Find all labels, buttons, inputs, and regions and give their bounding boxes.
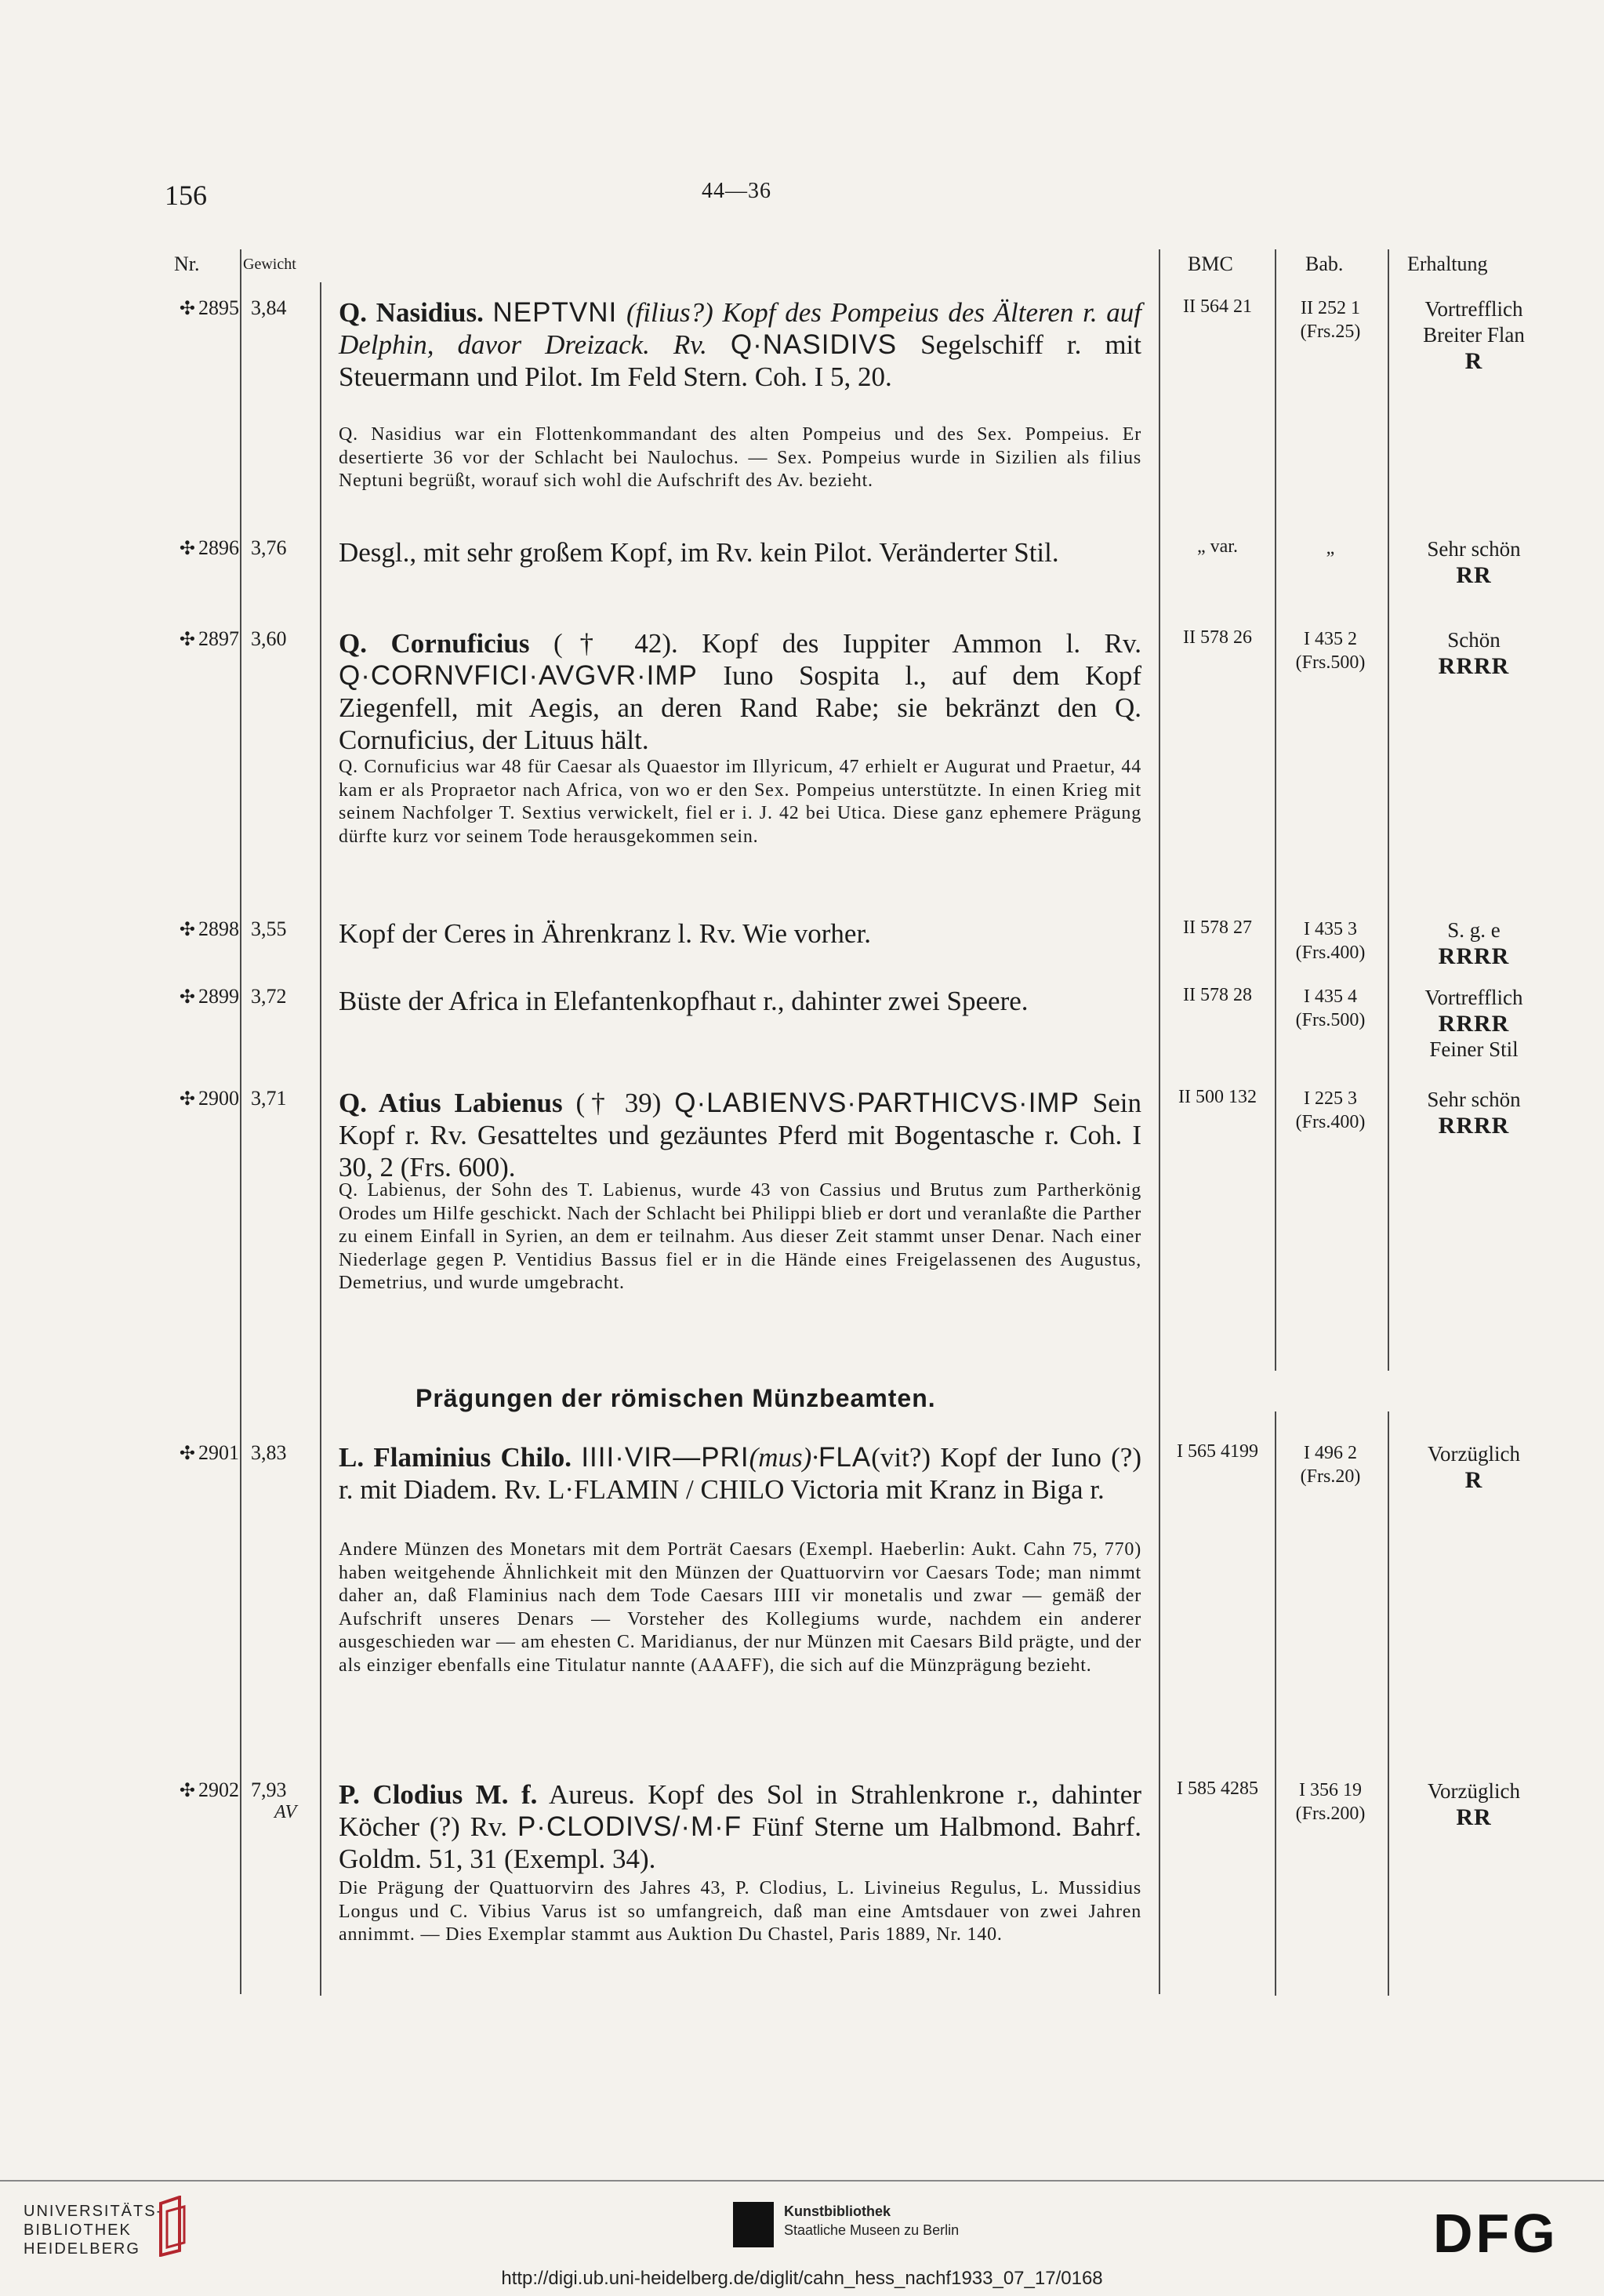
star-mark-icon: ✣ xyxy=(179,1089,195,1110)
page-number: 156 xyxy=(165,180,207,211)
university-library-label: UNIVERSITÄTS- BIBLIOTHEK HEIDELBERG xyxy=(24,2203,164,2258)
item-description: Q. Atius Labienus († 39) Q·LABIENVS·PARTHICVS·IMP Sein Kopf r. Rv. Gesatteltes und gezäuntes Pferd mit Bogentasche r. Coh. I 30, 2 (Frs. 600). xyxy=(339,1088,1142,1183)
item-number: ✣ 2895 xyxy=(179,296,239,319)
item-bmc: II 578 26 xyxy=(1183,627,1252,648)
item-weight: 7,93 AV xyxy=(251,1778,297,1822)
item-number: ✣ 2901 xyxy=(179,1441,239,1464)
footer-divider xyxy=(0,2180,1604,2182)
item-bab: II 252 1 (Frs.25) xyxy=(1300,298,1361,342)
item-weight: 3,83 xyxy=(251,1441,287,1464)
item-weight: 3,71 xyxy=(251,1087,287,1110)
column-rule xyxy=(1275,249,1276,1371)
item-erhaltung: Vortrefflich Breiter Flan R xyxy=(1423,297,1525,374)
kunstbibliothek-label: Kunstbibliothek Staatliche Museen zu Berlin xyxy=(784,2203,960,2238)
item-note: Q. Nasidius war ein Flottenkommandant des alten Pompeius und des Sex. Pompeius. Er desertierte 36 vor der Schlacht bei Naulochus. — Sex. Pompeius wurde in Sizilien als filius Neptuni begrüßt, worauf sich wohl die Aufschrift des Av. bezieht. xyxy=(339,424,1141,491)
dfg-logo: DFG xyxy=(1433,2203,1559,2264)
header-erhaltung: Erhaltung xyxy=(1407,252,1488,275)
header-bmc: BMC xyxy=(1188,252,1233,275)
star-mark-icon: ✣ xyxy=(179,299,195,319)
header-gewicht: Gewicht xyxy=(243,256,296,273)
column-rule xyxy=(1159,249,1160,1994)
item-erhaltung: Sehr schön RR xyxy=(1427,537,1521,588)
item-weight: 3,84 xyxy=(251,296,287,319)
item-weight: 3,60 xyxy=(251,627,287,650)
star-mark-icon: ✣ xyxy=(179,920,195,940)
star-mark-icon: ✣ xyxy=(179,1444,195,1464)
column-rule xyxy=(240,249,241,1994)
item-erhaltung: Vortrefflich RRRR Feiner Stil xyxy=(1424,986,1523,1061)
source-url[interactable]: http://digi.ub.uni-heidelberg.de/diglit/cahn_hess_nachf1933_07_17/0168 xyxy=(501,2268,1103,2289)
item-description: Büste der Africa in Elefantenkopfhaut r., dahinter zwei Speere. xyxy=(339,986,1029,1016)
item-bmc: II 564 21 xyxy=(1183,296,1252,317)
star-mark-icon: ✣ xyxy=(179,1781,195,1801)
item-erhaltung: Schön RRRR xyxy=(1438,628,1510,679)
item-description: Q. Cornuficius († 42). Kopf des Iuppiter Ammon l. Rv. Q·CORNVFICI·AVGVR·IMP Iuno Sospita l., auf dem Kopf Ziegenfell, mit Aegis, an deren Rand Rabe; sie bekränzt den Q. Cornuficius, der Lituus hält. xyxy=(339,628,1141,755)
item-bmc: II 500 132 xyxy=(1178,1087,1257,1107)
item-description: L. Flaminius Chilo. IIII·VIR—PRI(mus)·FLA(vit?) Kopf der Iuno (?) r. mit Diadem. Rv. L·FLAMIN / CHILO Victoria mit Kranz in Biga r. xyxy=(339,1442,1141,1505)
item-erhaltung: S. g. e RRRR xyxy=(1438,918,1510,969)
column-rule xyxy=(1388,1411,1389,1996)
item-bab: I 435 4 (Frs.500) xyxy=(1295,986,1366,1030)
star-mark-icon: ✣ xyxy=(179,987,195,1008)
item-bmc: II 578 27 xyxy=(1183,917,1252,938)
item-note: Q. Labienus, der Sohn des T. Labienus, wurde 43 von Cassius und Brutus zum Partherkönig Orodes um Hilfe geschickt. Nach der Schlacht bei Philippi blieb er dort und veranlaßte die Parther zu einem Einfall in Syrien, an dem er teilnahm. Aus dieser Zeit stammt unser Denar. Nach einer Niederlage gegen P. Ventidius Bassus fiel er in die Hände eines Freigelassenen des Augustus, Demetrius, und wurde umgebracht. xyxy=(339,1180,1141,1293)
star-mark-icon: ✣ xyxy=(179,630,195,650)
column-rule xyxy=(1388,249,1389,1371)
item-bab: I 496 2 (Frs.20) xyxy=(1300,1443,1361,1487)
section-title: Prägungen der römischen Münzbeamten. xyxy=(416,1384,936,1412)
item-bab: I 225 3 (Frs.400) xyxy=(1295,1088,1366,1132)
kunstbibliothek-logo-icon xyxy=(733,2202,774,2247)
item-number: ✣ 2897 xyxy=(179,627,239,650)
item-erhaltung: Vorzüglich R xyxy=(1428,1442,1520,1493)
item-note: Q. Cornuficius war 48 für Caesar als Quaestor im Illyricum, 47 erhielt er Augurat und Praetur, 44 kam er als Propraetor nach Africa, von wo er den Sex. Pompeius unterstützte. In einen Krieg mit seinem Nachfolger T. Sextius verwickelt, fiel er i. J. 42 bei Utica. Diese ganz ephemere Prägung dürfte kurz vor seinem Tode herausgekommen sein. xyxy=(339,757,1141,847)
item-number: ✣ 2896 xyxy=(179,536,239,559)
university-logo-icon xyxy=(153,2196,191,2257)
item-bmc: II 578 28 xyxy=(1183,985,1252,1005)
item-bmc: I 565 4199 xyxy=(1177,1441,1258,1462)
column-rule xyxy=(1275,1411,1276,1996)
item-description: Kopf der Ceres in Ährenkranz l. Rv. Wie vorher. xyxy=(339,918,871,949)
item-note: Die Prägung der Quattuorvirn des Jahres 43, P. Clodius, L. Livineius Regulus, L. Mussidius Longus und C. Vibius Varus ist so umfangreich, daß man eine Amtsdauer von zwei Jahren annimmt. — Dies Exemplar stammt aus Auktion Du Chastel, Paris 1889, Nr. 140. xyxy=(339,1878,1141,1945)
item-note: Andere Münzen des Monetars mit dem Porträt Caesars (Exempl. Haeberlin: Aukt. Cahn 75, 770) haben weitgehende Ähnlichkeit mit den Münzen der Quattuorvirn vor Caesars Tode; man nimmt daher an, daß Flaminius nach dem Tode Caesars IIII vir monetalis und zwar — gemäß der Aufschrift unseres Denars — Vorsteher des Kollegiums wurde, nachdem ein anderer ausgeschieden war — am ehesten C. Maridianus, der nur Münzen mit Caesars Bild prägte, und der als einziger ebenfalls eine Titulatur nannte (AAAFF), die sich auf die Münzprägung bezieht. xyxy=(339,1539,1141,1676)
item-bab: I 435 3 (Frs.400) xyxy=(1295,919,1366,963)
item-erhaltung: Sehr schön RRRR xyxy=(1427,1088,1521,1139)
item-erhaltung: Vorzüglich RR xyxy=(1428,1779,1520,1830)
item-number: ✣ 2902 xyxy=(179,1778,239,1801)
item-bmc: I 585 4285 xyxy=(1177,1778,1258,1799)
star-mark-icon: ✣ xyxy=(179,539,195,559)
item-number: ✣ 2900 xyxy=(179,1087,239,1110)
item-weight: 3,55 xyxy=(251,917,287,940)
item-bmc: „ var. xyxy=(1197,536,1238,557)
item-description: Q. Nasidius. NEPTVNI (filius?) Kopf des Pompeius des Älteren r. auf Delphin, davor Dreizack. Rv. Q·NASIDIVS Segelschiff r. mit Steuermann und Pilot. Im Feld Stern. Coh. I 5, 20. xyxy=(339,297,1142,392)
header-bab: Bab. xyxy=(1305,252,1344,275)
item-weight: 3,72 xyxy=(251,985,287,1008)
item-description: Desgl., mit sehr großem Kopf, im Rv. kein Pilot. Veränderter Stil. xyxy=(339,537,1059,568)
item-bab: I 435 2 (Frs.500) xyxy=(1295,629,1366,673)
page-range: 44—36 xyxy=(702,179,771,203)
item-bab: I 356 19 (Frs.200) xyxy=(1295,1780,1366,1824)
item-description: P. Clodius M. f. Aureus. Kopf des Sol in Strahlenkrone r., dahinter Köcher (?) Rv. P·CLODIVS/·M·F Fünf Sterne um Halbmond. Bahrf. Goldm. 51, 31 (Exempl. 34). xyxy=(339,1779,1141,1874)
header-nr: Nr. xyxy=(174,252,200,275)
item-number: ✣ 2898 xyxy=(179,917,239,940)
item-weight: 3,76 xyxy=(251,536,287,559)
item-number: ✣ 2899 xyxy=(179,985,239,1008)
item-bab: „ xyxy=(1326,538,1335,558)
